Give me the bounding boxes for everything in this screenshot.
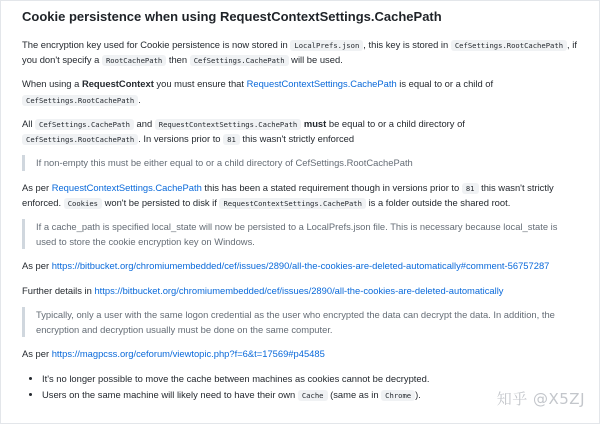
text: and — [133, 117, 155, 129]
text: (same as in — [327, 388, 382, 400]
text: you must ensure that — [153, 78, 247, 90]
paragraph-as-per-comment — [22, 258, 583, 273]
code-version-81: 81 — [462, 183, 479, 194]
text: . In versions prior to — [138, 133, 224, 145]
text: As per — [22, 260, 52, 272]
link-bitbucket-comment[interactable]: https://bitbucket.org/chromiumembedded/cef/issues/2890/all-the-cookies-are-deleted-automatically#comment-56757287 — [51, 260, 550, 272]
code-chrome: Chrome — [381, 390, 415, 401]
paragraph-request-context — [22, 76, 583, 106]
code-root-cache-path-short: RootCachePath — [102, 55, 166, 66]
bold-must: must — [303, 117, 327, 129]
code-version-81: 81 — [223, 134, 240, 145]
code-root-cache-path: CefSettings.RootCachePath — [22, 95, 138, 106]
watermark: 知乎 @X5ZJ — [496, 389, 585, 408]
code-cache-path: CefSettings.CachePath — [35, 119, 134, 130]
page-title: Cookie persistence when using RequestContextSettings.CachePath — [22, 9, 442, 24]
code-cookies: Cookies — [64, 198, 102, 209]
code-request-context-cache-path: RequestContextSettings.CachePath — [155, 119, 301, 130]
code-root-cache-path: CefSettings.RootCachePath — [451, 40, 567, 51]
link-request-context-cache-path[interactable]: RequestContextSettings.CachePath — [51, 181, 202, 193]
quote-non-empty: If non-empty this must be either equal to or a child directory of CefSettings.RootCachePath — [22, 155, 583, 170]
text: is equal to or a child of — [396, 78, 494, 90]
text: then — [166, 54, 190, 66]
link-bitbucket-issue[interactable]: https://bitbucket.org/chromiumembedded/cef/issues/2890/all-the-cookies-are-deleted-automatically — [94, 284, 504, 296]
paragraph-further-details — [22, 283, 583, 298]
text: As per — [22, 348, 52, 360]
text: All — [22, 117, 36, 129]
list-item: • It's no longer possible to move the cache between machines as cookies cannot be decrypted. — [42, 371, 583, 386]
link-magpcss-forum[interactable]: https://magpcss.org/ceforum/viewtopic.php?f=6&t=17569#p45485 — [51, 348, 325, 360]
quote-local-state: If a cache_path is specified local_state will now be persisted to a LocalPrefs.json file. This is necessary because local_state is used to store the cookie encryption key on Windows. — [22, 219, 583, 249]
code-cache-path: CefSettings.CachePath — [190, 55, 289, 66]
paragraph-stated-requirement — [22, 180, 583, 210]
text: , this key is stored in — [363, 38, 451, 50]
code-cache: Cache — [298, 390, 328, 401]
text: will be used. — [288, 54, 343, 66]
paragraph-encryption-key — [22, 37, 583, 67]
quote-logon-credential: Typically, only a user with the same logon credential as the user who encrypted the data can decrypt the data. In addition, the encryption and decryption usually must be done on the same computer. — [22, 307, 583, 337]
code-root-cache-path: CefSettings.RootCachePath — [22, 134, 138, 145]
code-localprefs-json: LocalPrefs.json — [290, 40, 363, 51]
text: is a folder outside the shared root. — [365, 196, 511, 208]
text: this wasn't strictly enforced — [239, 133, 355, 145]
text: , if you don't specify a — [22, 38, 577, 66]
paragraph-as-per-forum — [22, 346, 583, 361]
text: this wasn't strictly enforced. — [22, 181, 554, 208]
code-request-context-cache-path: RequestContextSettings.CachePath — [219, 198, 365, 209]
link-request-context-cache-path[interactable]: RequestContextSettings.CachePath — [246, 78, 397, 90]
text: Users on the same machine will likely need to have their own — [42, 388, 298, 400]
bold-request-context: RequestContext — [81, 78, 154, 90]
text: . — [138, 93, 141, 105]
text: The encryption key used for Cookie persistence is now stored in — [22, 38, 291, 50]
text: be equal to or a child directory of — [326, 117, 465, 129]
text: When using a — [22, 78, 82, 90]
text: As per — [22, 181, 52, 193]
text: won't be persisted to disk if — [102, 196, 220, 208]
text: Further details in — [22, 284, 95, 296]
paragraph-cache-paths — [22, 116, 583, 146]
text: this has been a stated requirement though in versions prior to — [201, 181, 462, 193]
text: ). — [415, 388, 421, 400]
